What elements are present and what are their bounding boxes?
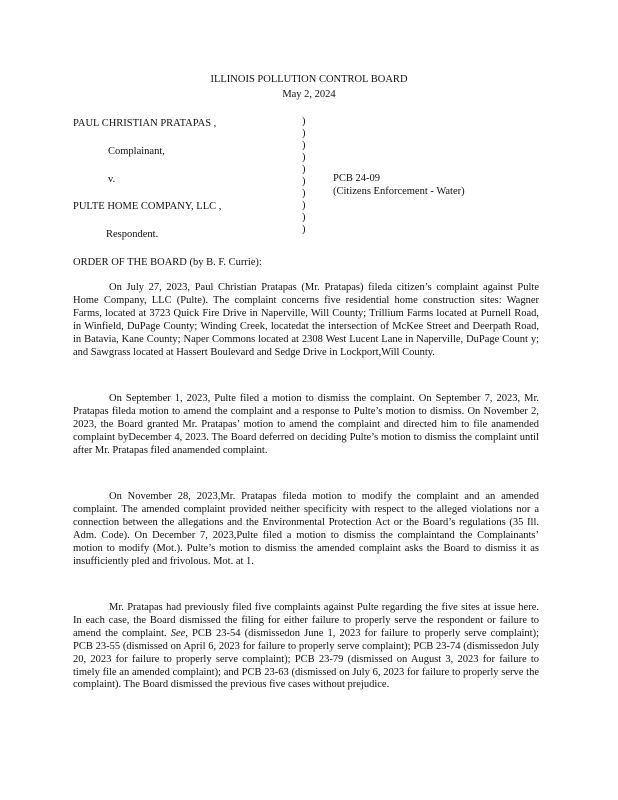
paragraph-1: On July 27, 2023, Paul Christian Pratapas (Mr. Pratapas) fileda citizen’s complaint against Pulte Home Company, LLC (Pulte). The complaint concerns five residential home construction sites: Wagner Farms, located at 3723 Quick Fire Drive in Naperville, Will County; Trillium Farms located at Purnell Road, in Winfield, DuPage County; Winding Creek, locatedat the intersection of McKee Street and Deerpath Road, in Batavia, Kane County; Naper Commons located at 2308 West Lucent Lane in Naperville, DuPage Count y; and Sawgrass located at Hassert Boulevard and Sedge Drive in Lockport,Will County. [73,282,539,358]
complainant-role: Complainant, [108,146,165,157]
order-heading: ORDER OF THE BOARD (by B. F. Currie): [73,257,262,268]
caption-paren: ) [302,200,306,211]
respondent-name: PULTE HOME COMPANY, LLC , [73,201,222,212]
see-signal: See [170,627,186,639]
caption-paren: ) [302,116,306,127]
caption-paren: ) [302,176,306,187]
case-number: PCB 24-09 [333,173,380,184]
paragraph-3: On November 28, 2023,Mr. Pratapas fileda motion to modify the complaint and an amended complaint. The amended complaint provided neither specificity with respect to the alleged violations nor a connection between the allegations and the Environmental Protection Act or the Board’s regulations (35 Ill. Adm. Code). On December 7, 2023,Pulte filed a motion to dismiss the complaintand the Complainants’ motion to modify (Mot.). Pulte’s motion to dismiss the amended complaint asks the Board to dismiss it as insufficiently pled and frivolous. Mot. at 1. [73,491,539,567]
caption-paren: ) [302,224,306,235]
paragraph-4-text-b: , PCB 23-54 (dismissedon June 1, 2023 for failure to properly serve complaint); PCB 23-55 (dismissed on April 6, 2023 for failure to properly serve complaint); PCB 23-74 (dismissedon July 20, 2023 for failure to properly serve complaint); PCB 23-79 (dismissed on August 3, 2023 for failure to timely file an amended complaint); and PCB 23-63 (dismissed on July 6, 2023 for failure to properly serve the complaint). The Board dismissed the previous five cases without prejudice. [73,627,539,691]
case-type: (Citizens Enforcement - Water) [333,186,465,197]
order-date: May 2, 2024 [282,89,336,100]
caption-paren: ) [302,164,306,175]
complainant-name: PAUL CHRISTIAN PRATAPAS , [73,118,217,129]
caption-paren: ) [302,212,306,223]
agency-title: ILLINOIS POLLUTION CONTROL BOARD [210,74,408,85]
paragraph-2: On September 1, 2023, Pulte filed a motion to dismiss the complaint. On September 7, 2023, Mr. Pratapas fileda motion to amend the complaint and a response to Pulte’s motion to dismiss. On November 2, 2023, the Board granted Mr. Pratapas’ motion to amend the complaint and directed him to file anamended complaint byDecember 4, 2023. The Board deferred on deciding Pulte’s motion to dismiss the complaint until after Mr. Pratapas filed anamended complaint. [73,393,539,456]
paragraph-4-text-a: Mr. Pratapas had previously filed five complaints against Pulte regarding the five sites at issue here. In each case, the Board dismissed the filing for either failure to properly serve the respondent or failure to amend the complaint. [73,602,539,639]
versus-label: v. [108,174,116,185]
caption-paren: ) [302,128,306,139]
paragraph-4 [73,602,539,692]
caption-paren: ) [302,140,306,151]
caption-paren: ) [302,152,306,163]
caption-paren: ) [302,188,306,199]
respondent-role: Respondent. [106,229,159,240]
